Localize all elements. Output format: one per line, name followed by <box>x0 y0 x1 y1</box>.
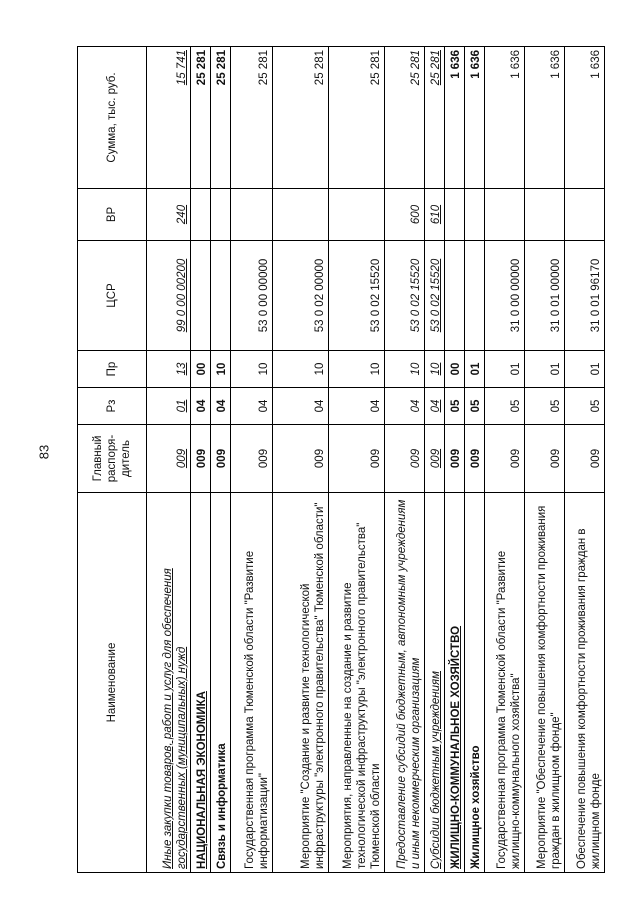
cell-sum: 1 636 <box>445 47 465 189</box>
cell-name: Мероприятие "Обеспечение повышения комфортности проживания граждан в жилищном фонде" <box>525 493 565 873</box>
cell-sum: 25 281 <box>329 47 385 189</box>
cell-pr: 10 <box>329 351 385 388</box>
cell-name: ЖИЛИЩНО-КОММУНАЛЬНОЕ ХОЗЯЙСТВО <box>445 493 465 873</box>
cell-csr: 99 0 00 00200 <box>147 241 191 351</box>
cell-grbs: 009 <box>231 425 273 493</box>
cell-csr: 31 0 00 00000 <box>485 241 525 351</box>
cell-rz: 05 <box>565 388 605 425</box>
cell-grbs: 009 <box>445 425 465 493</box>
cell-vr <box>445 189 465 241</box>
cell-vr: 240 <box>147 189 191 241</box>
budget-table <box>77 46 605 873</box>
cell-name: Государственная программа Тюменской области "Развитие информатизации" <box>231 493 273 873</box>
cell-csr: 53 0 02 00000 <box>273 241 329 351</box>
table-row <box>465 47 485 873</box>
cell-name: Субсидии бюджетным учреждениям <box>425 493 445 873</box>
cell-name: Государственная программа Тюменской области "Развитие жилищно-коммунального хозяйства" <box>485 493 525 873</box>
cell-pr: 10 <box>425 351 445 388</box>
cell-name: Мероприятия, направленные на создание и развитие технологической инфраструктуры "электронного правительства" Тюменской области <box>329 493 385 873</box>
cell-grbs: 009 <box>425 425 445 493</box>
cell-csr <box>211 241 231 351</box>
table-row <box>565 47 605 873</box>
cell-csr: 53 0 02 15520 <box>385 241 425 351</box>
table-row <box>525 47 565 873</box>
cell-grbs: 009 <box>273 425 329 493</box>
cell-sum: 15 741 <box>147 47 191 189</box>
cell-sum: 1 636 <box>465 47 485 189</box>
cell-csr: 53 0 00 00000 <box>231 241 273 351</box>
cell-vr: 610 <box>425 189 445 241</box>
cell-grbs: 009 <box>565 425 605 493</box>
cell-name: Обеспечение повышения комфортности проживания граждан в жилищном фонде <box>565 493 605 873</box>
cell-sum: 1 636 <box>525 47 565 189</box>
table-row <box>191 47 211 873</box>
cell-csr: 31 0 01 00000 <box>525 241 565 351</box>
cell-pr: 01 <box>565 351 605 388</box>
cell-rz: 04 <box>211 388 231 425</box>
table-row <box>385 47 425 873</box>
cell-rz: 04 <box>385 388 425 425</box>
cell-pr: 13 <box>147 351 191 388</box>
cell-name: Иные закупки товаров, работ и услуг для обеспечения государственных (муниципальных) нужд <box>147 493 191 873</box>
cell-vr <box>329 189 385 241</box>
header-pr: Пр <box>78 351 147 388</box>
header-csr: ЦСР <box>78 241 147 351</box>
cell-sum: 25 281 <box>231 47 273 189</box>
cell-rz: 04 <box>425 388 445 425</box>
cell-vr <box>273 189 329 241</box>
table-row <box>273 47 329 873</box>
cell-rz: 05 <box>525 388 565 425</box>
cell-vr <box>191 189 211 241</box>
table-row <box>211 47 231 873</box>
cell-grbs: 009 <box>485 425 525 493</box>
cell-pr: 01 <box>485 351 525 388</box>
cell-csr <box>191 241 211 351</box>
cell-rz: 04 <box>231 388 273 425</box>
cell-vr: 600 <box>385 189 425 241</box>
cell-vr <box>231 189 273 241</box>
cell-name: НАЦИОНАЛЬНАЯ ЭКОНОМИКА <box>191 493 211 873</box>
table-row <box>231 47 273 873</box>
cell-csr <box>445 241 465 351</box>
cell-name: Жилищное хозяйство <box>465 493 485 873</box>
header-rz: Рз <box>78 388 147 425</box>
cell-sum: 25 281 <box>273 47 329 189</box>
cell-pr: 10 <box>211 351 231 388</box>
cell-grbs: 009 <box>191 425 211 493</box>
cell-pr: 00 <box>445 351 465 388</box>
rotated-table-wrapper <box>77 47 602 873</box>
cell-sum: 25 281 <box>191 47 211 189</box>
header-grbs: Главный распоря-дитель <box>78 425 147 493</box>
header-vr: ВР <box>78 189 147 241</box>
cell-name: Предоставление субсидий бюджетным, автономным учреждениям и иным некоммерческим организациям <box>385 493 425 873</box>
header-name: Наименование <box>78 493 147 873</box>
cell-grbs: 009 <box>525 425 565 493</box>
cell-csr: 53 0 02 15520 <box>425 241 445 351</box>
cell-csr: 31 0 01 96170 <box>565 241 605 351</box>
cell-sum: 25 281 <box>385 47 425 189</box>
cell-pr: 01 <box>465 351 485 388</box>
cell-pr: 10 <box>273 351 329 388</box>
cell-grbs: 009 <box>385 425 425 493</box>
cell-pr: 10 <box>231 351 273 388</box>
header-sum: Сумма, тыс. руб. <box>78 47 147 189</box>
cell-grbs: 009 <box>147 425 191 493</box>
table-row <box>445 47 465 873</box>
cell-sum: 1 636 <box>565 47 605 189</box>
cell-rz: 04 <box>329 388 385 425</box>
cell-vr <box>211 189 231 241</box>
page-number: 83 <box>36 444 52 460</box>
table-row <box>485 47 525 873</box>
cell-sum: 1 636 <box>485 47 525 189</box>
cell-vr <box>465 189 485 241</box>
cell-rz: 05 <box>445 388 465 425</box>
cell-csr: 53 0 02 15520 <box>329 241 385 351</box>
cell-vr <box>485 189 525 241</box>
cell-sum: 25 281 <box>425 47 445 189</box>
cell-grbs: 009 <box>465 425 485 493</box>
cell-csr <box>465 241 485 351</box>
table-row <box>425 47 445 873</box>
cell-grbs: 009 <box>329 425 385 493</box>
cell-rz: 05 <box>465 388 485 425</box>
cell-grbs: 009 <box>211 425 231 493</box>
cell-pr: 10 <box>385 351 425 388</box>
cell-rz: 04 <box>273 388 329 425</box>
header-row <box>78 47 147 873</box>
cell-vr <box>525 189 565 241</box>
cell-name: Мероприятие "Создание и развитие технологической инфраструктуры "электронного правительства" Тюменской области" <box>273 493 329 873</box>
cell-rz: 05 <box>485 388 525 425</box>
cell-rz: 01 <box>147 388 191 425</box>
cell-vr <box>565 189 605 241</box>
cell-sum: 25 281 <box>211 47 231 189</box>
cell-pr: 01 <box>525 351 565 388</box>
cell-rz: 04 <box>191 388 211 425</box>
table-row <box>147 47 191 873</box>
cell-name: Связь и информатика <box>211 493 231 873</box>
cell-pr: 00 <box>191 351 211 388</box>
table-row <box>329 47 385 873</box>
